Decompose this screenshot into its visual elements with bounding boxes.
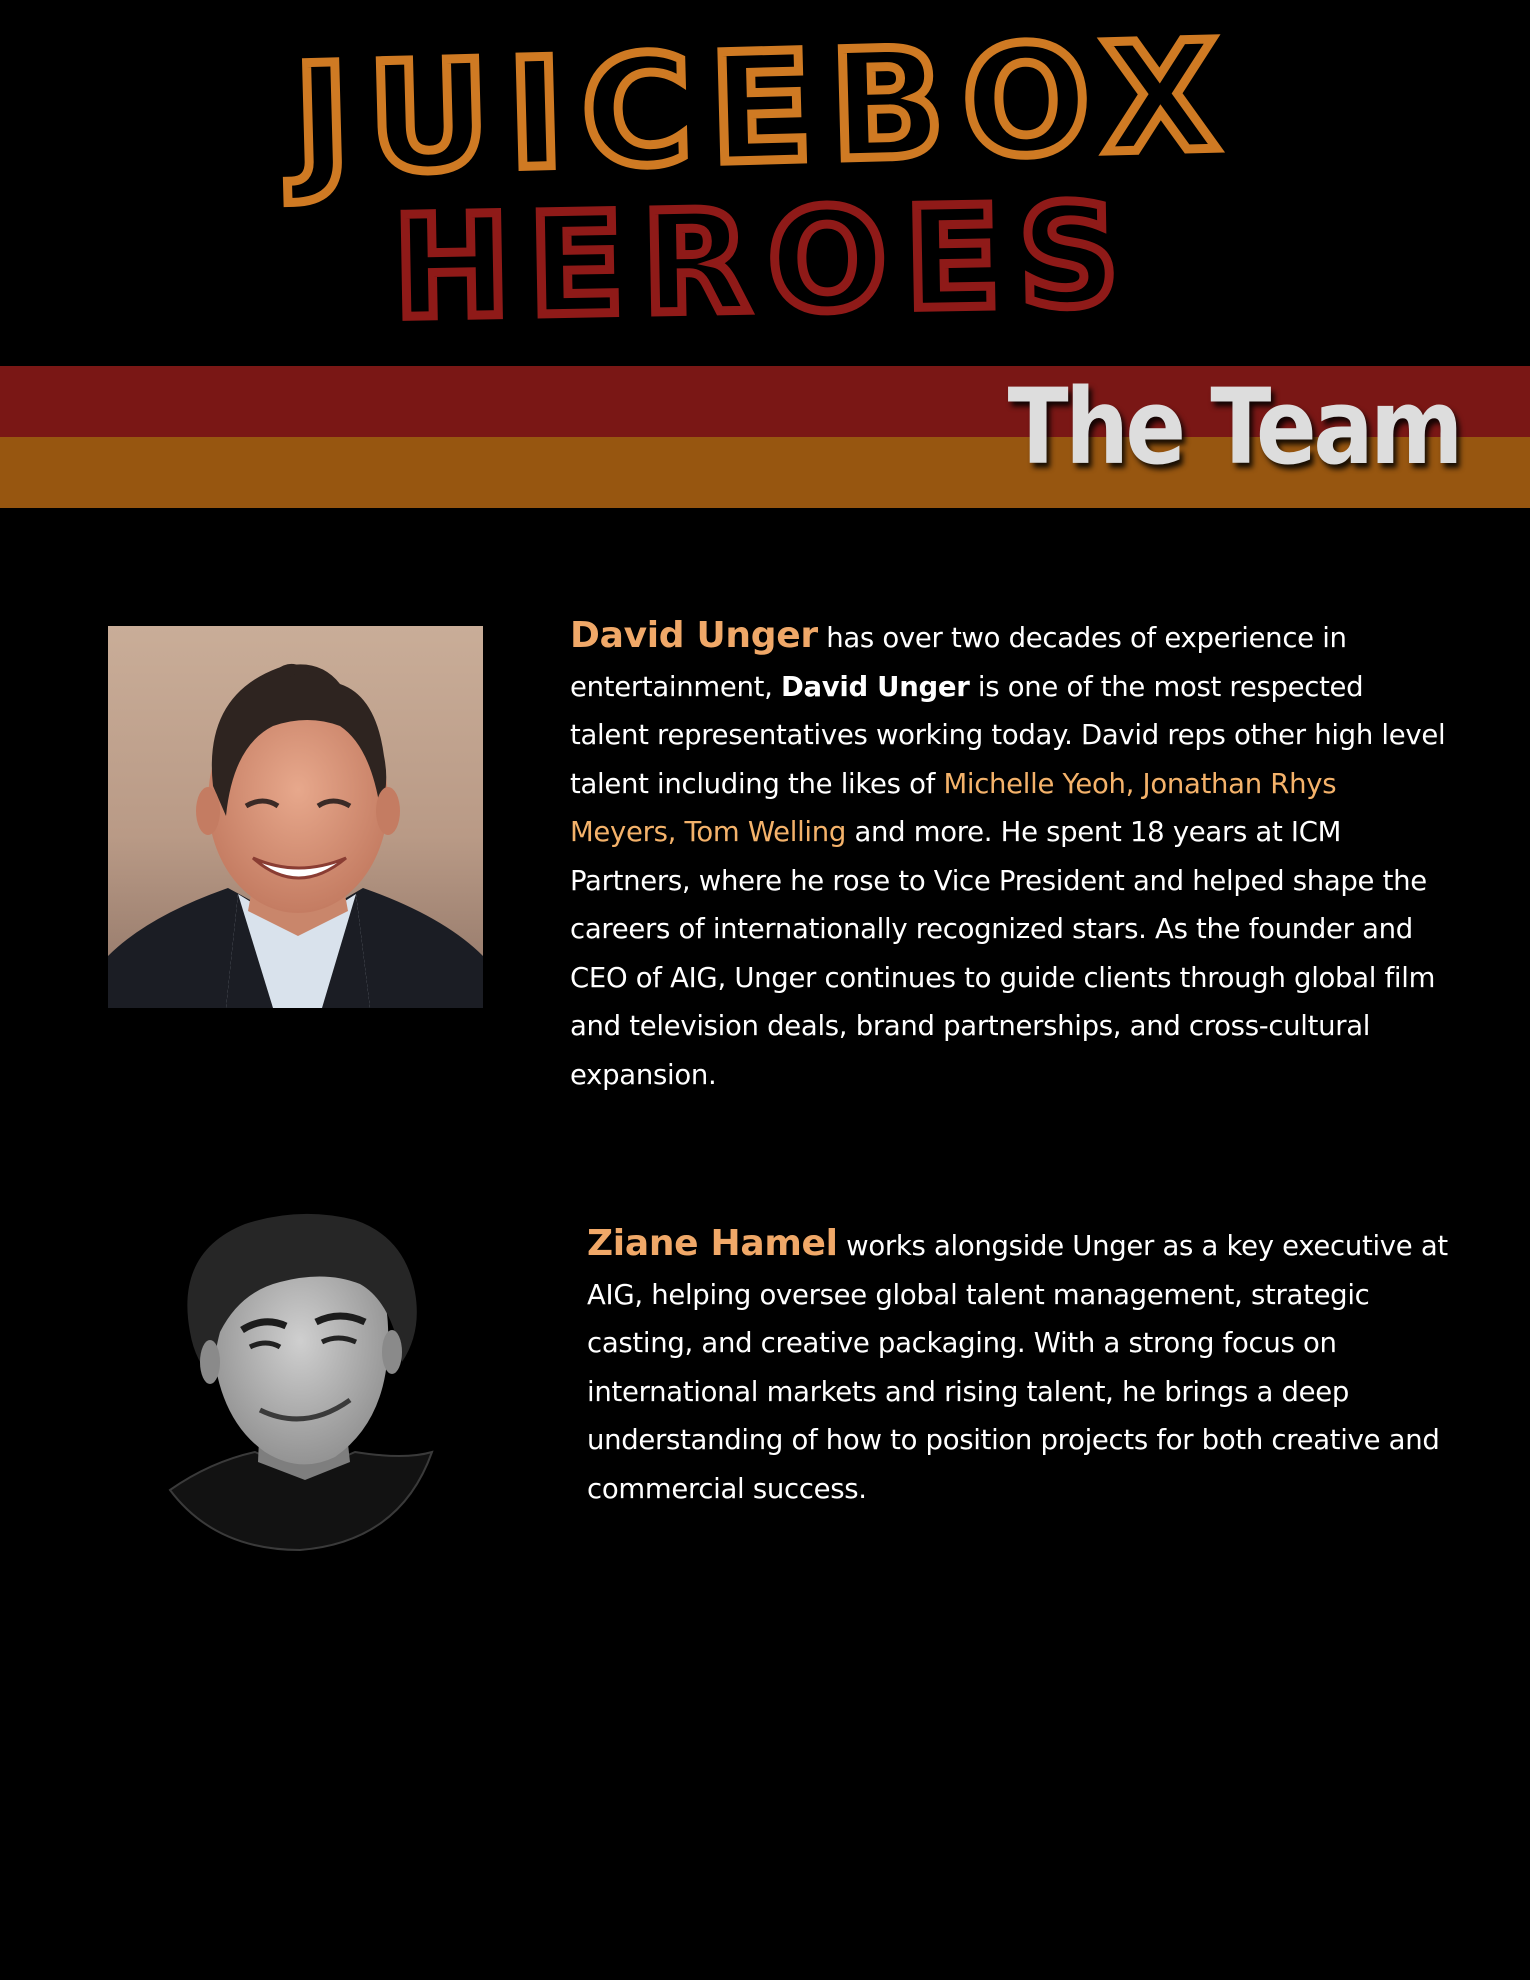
bio-text: has over two decades of experience in entertainment,	[570, 622, 1347, 703]
logo-line-1: JUICEBOX	[292, 9, 1239, 209]
portrait-illustration	[160, 1212, 450, 1558]
ziane-hamel-bio	[587, 1220, 1467, 1513]
section-title: The Team	[1007, 366, 1460, 488]
bio-text: and more. He spent 18 years at ICM Partners, where he rose to Vice President and helped shape the careers of internationally recognized stars. As the founder and CEO of AIG, Unger continues to guide clients through global film and television deals, brand partnerships, and cross-cultural expansion.	[570, 816, 1436, 1091]
bio-text: is one of the most respected talent representatives working today. David reps other high level talent including the likes of	[570, 670, 1446, 800]
juicebox-heroes-logo	[0, 0, 1530, 360]
logo-line-2: HEROES	[391, 174, 1139, 351]
david-unger-bio	[570, 612, 1450, 1099]
ziane-hamel-name: Ziane Hamel	[587, 1223, 838, 1264]
portrait-illustration	[108, 626, 483, 1008]
client-list: Michelle Yeoh, Jonathan Rhys Meyers, Tom Welling	[570, 767, 1337, 848]
david-unger-name: David Unger	[570, 615, 818, 656]
david-unger-photo	[108, 626, 483, 1008]
bio-text: works alongside Unger as a key executive at AIG, helping oversee global talent management, strategic casting, and creative packaging. With a strong focus on international markets and rising talent, he brings a deep understanding of how to position projects for both creative and commercial success.	[587, 1230, 1448, 1505]
ziane-hamel-photo	[160, 1212, 450, 1558]
bio-bold-name: David Unger	[780, 670, 970, 703]
